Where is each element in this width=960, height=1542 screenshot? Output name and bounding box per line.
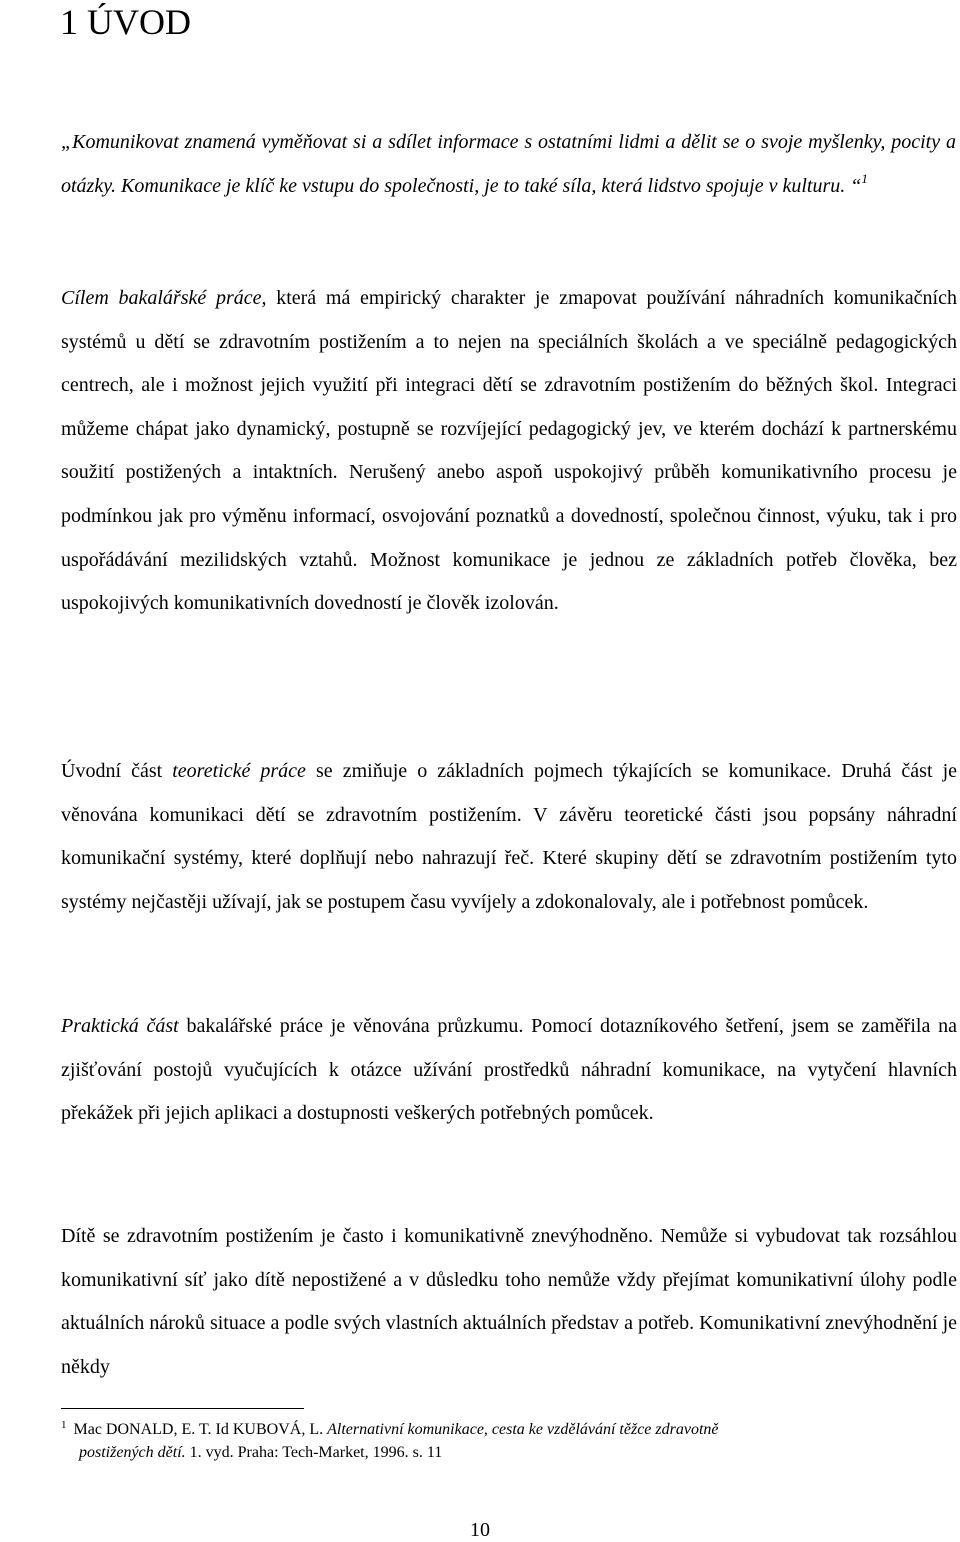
paragraph-practical-text: bakalářské práce je věnována průzkumu. Pomocí dotazníkového šetření, jsem se zaměřila na zjišťování postojů vyučujících k otázce užívání prostředků náhradní komunikace, na vytyčení hlavních překážek při jejich aplikaci a dostupnosti veškerých potřebných pomůcek.: [61, 1015, 957, 1125]
paragraph-theory-lead: Úvodní část: [61, 760, 173, 782]
page-number: 10: [470, 1519, 490, 1541]
footnote-mark: 1: [61, 1419, 67, 1431]
quote-text: „Komunikovat znamená vyměňovat si a sdílet informace s ostatními lidmi a dělit se o svoje myšlenky, pocity a otázky. Komunikace je klíč ke vstupu do společnosti, je to také síla, která lidstvo spojuje v kulturu. “: [61, 131, 956, 197]
footnote: [61, 1418, 951, 1464]
paragraph-disadvantage-text: Dítě se zdravotním postižením je často i komunikativně znevýhodněno. Nemůže si vybudovat tak rozsáhlou komunikativní síť jako dítě nepostižené a v důsledku toho nemůže vždy přejímat komunikativní úlohy podle aktuálních nároků situace a podle svých vlastních aktuálních představ a potřeb. Komunikativní znevýhodnění je někdy: [61, 1225, 957, 1378]
paragraph-aims-lead: Cílem bakalářské práce: [61, 287, 262, 309]
paragraph-practical-lead: Praktická část: [61, 1015, 179, 1037]
footnote-authors: Mac DONALD, E. T. Id KUBOVÁ, L.: [73, 1421, 328, 1438]
paragraph-aims: [61, 277, 957, 626]
footnote-publication: 1. vyd. Praha: Tech-Market, 1996. s. 11: [185, 1444, 443, 1461]
paragraph-practical: [61, 1005, 957, 1136]
footnote-title-part1: Alternativní komunikace, cesta ke vzdělávání těžce zdravotně: [327, 1421, 719, 1438]
footnote-separator: [61, 1408, 304, 1409]
chapter-heading: 1 ÚVOD: [60, 2, 191, 42]
paragraph-theory: [61, 750, 957, 924]
paragraph-disadvantage: [61, 1215, 957, 1389]
footnote-title-part2: postižených dětí.: [79, 1444, 186, 1461]
paragraph-theory-lead-italic: teoretické práce: [172, 760, 306, 782]
footnote-reference: 1: [861, 171, 868, 186]
epigraph-quote: [61, 120, 956, 208]
footnote-line-2: [61, 1441, 951, 1464]
paragraph-theory-text: se zmiňuje o základních pojmech týkajících se komunikace. Druhá část je věnována komunikaci dětí se zdravotním postižením. V závěru teoretické části jsou popsány náhradní komunikační systémy, které doplňují nebo nahrazují řeč. Které skupiny dětí se zdravotním postižením tyto systémy nejčastěji užívají, jak se postupem času vyvíjely a zdokonalovaly, ale i potřebnost pomůcek.: [61, 760, 958, 913]
paragraph-aims-text: , která má empirický charakter je zmapovat používání náhradních komunikačních systémů u dětí se zdravotním postižením a to nejen na speciálních školách a ve speciálně pedagogických centrech, ale i možnost jejich využití při integraci dětí se zdravotním postižením do běžných škol. Integraci můžeme chápat jako dynamický, postupně se rozvíjející pedagogický jev, ve kterém dochází k partnerskému soužití postižených a intaktních. Nerušený anebo aspoň uspokojivý průběh komunikativního procesu je podmínkou jak pro výměnu informací, osvojování poznatků a dovedností, společnou činnost, výuku, tak i pro uspořádávání mezilidských vztahů. Možnost komunikace je jednou ze základních potřeb člověka, bez uspokojivých komunikativních dovedností je člověk izolován.: [61, 287, 957, 615]
